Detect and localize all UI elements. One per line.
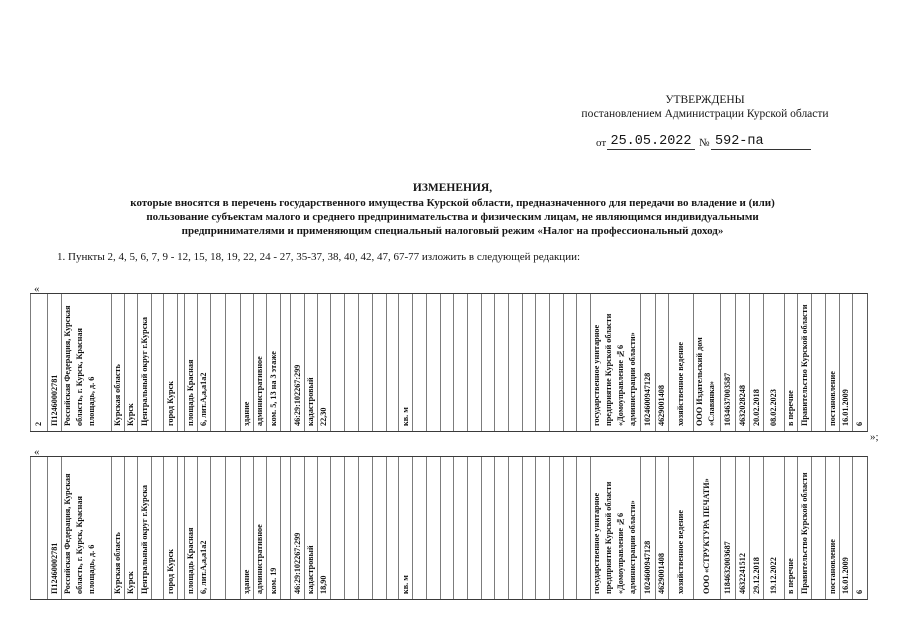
cell-text [400,294,412,431]
table-cell [749,294,763,431]
cell-line: 19.12.2022 [769,557,778,594]
table-cell [668,294,693,431]
cell-line: 6 [855,421,864,426]
table-cell [763,457,784,599]
table-cell [811,457,825,599]
table-cell [576,457,590,599]
open-quote: « [34,283,40,295]
cell-text [799,457,811,599]
table-cell [440,294,453,431]
table-cell [549,294,563,431]
cell-line: Курская область [113,364,122,426]
cell-line: 08.02.2023 [769,389,778,426]
cell-line: хозяйственное ведение [676,341,685,426]
table-cell [453,457,467,599]
cell-text [185,457,197,599]
cell-line: площадь Красная [186,527,195,594]
table-cell [124,457,137,599]
cell-line: здание [242,401,251,426]
cell-line: 46:29:102267:299 [292,364,302,426]
cell-text [737,457,749,599]
cell-line: 1024600947128 [643,372,652,426]
open-quote: « [34,446,40,458]
cell-text [49,294,61,431]
cell-line: площадь, д. 6 [87,544,96,594]
cell-text [254,457,266,599]
cell-line: Российская Федерация, Курская [63,305,72,426]
table-cell [535,457,549,599]
table-cell [137,294,151,431]
table-cell [386,294,398,431]
table-cell [177,457,184,599]
cell-line: административное [255,356,264,426]
table-cell [825,457,839,599]
table-cell [440,457,453,599]
table-cell [163,294,177,431]
cell-text [656,457,668,599]
table-cell [576,294,590,431]
table-cell [47,457,61,599]
cell-line: область, г. Курск, Красная [75,496,84,594]
cell-line: площадь, д. 6 [87,376,96,426]
cell-text [292,457,304,599]
table-cell [735,457,749,599]
cell-text [591,457,639,599]
cell-line: 16.01.2009 [841,557,850,594]
document-subtitle-line: пользование субъектам малого и среднего предпринимательства и физическим лицам, не являющимся индивидуальными [146,211,759,223]
cell-text [268,294,280,431]
cell-line: Курская область [113,532,122,594]
cell-line: 6 [855,589,864,594]
table-cell [467,457,481,599]
cell-line: 22,30 [319,407,328,426]
cell-text [241,294,253,431]
cell-line: кв. м [400,407,410,426]
cell-text [675,294,687,431]
cell-text [768,294,780,431]
table-cell [481,457,494,599]
cell-text [751,457,763,599]
cell-text [854,457,866,599]
cell-text [33,294,45,431]
cell-text [827,457,839,599]
cell-line: область, г. Курск, Красная [75,328,84,426]
table-cell [494,294,508,431]
cell-line: 2 [34,421,43,426]
cell-text [49,457,61,599]
table-cell [590,294,640,431]
property-table [30,456,868,600]
cell-text [254,294,266,431]
cell-line: 29.12.2018 [751,557,761,594]
cell-text [840,457,852,599]
cell-text [591,294,639,431]
cell-line: 46:29:102267:299 [292,532,302,594]
table-cell [735,294,749,431]
cell-line: 20.02.2018 [751,389,761,426]
approval-title: УТВЕРЖДЕНЫ [665,94,745,106]
cell-line: «Домоуправление №6 [616,512,625,594]
table-cell [693,294,720,431]
table-cell [426,457,440,599]
table-cell [668,457,693,599]
cell-line: ком. 19 [268,567,278,594]
cell-text [268,457,280,599]
cell-line: ком. 5, 13 на 3 этаже [268,351,278,426]
cell-line: город Курск [165,381,175,426]
table-cell [137,457,151,599]
table-cell [797,294,811,431]
cell-text [675,457,687,599]
table-cell [749,457,763,599]
table-cell [549,457,563,599]
cell-line: 18,90 [319,575,328,594]
cell-text [318,294,330,431]
table-cell [151,457,163,599]
cell-text [737,294,749,431]
cell-line: П12460002781 [49,374,59,426]
close-quote: »; [870,431,879,443]
cell-text [827,294,839,431]
table-cell [372,457,386,599]
cell-line: Центральный округ г.Курска [139,316,149,426]
table-cell [522,457,535,599]
resolution-date: 25.05.2022 [607,134,695,150]
table-cell [330,294,344,431]
table-cell [290,294,304,431]
cell-line: в перечне [786,558,795,594]
table-cell [30,294,47,431]
cell-text [768,457,780,599]
cell-text [125,457,137,599]
table-cell [47,294,61,431]
cell-line: постановление [827,371,837,426]
table-cell [655,294,668,431]
cell-line: ООО «СТРУКТУРА ПЕЧАТИ» [702,478,711,594]
table-cell [30,457,47,599]
cell-text [305,457,317,599]
cell-text [112,294,124,431]
table-cell [304,294,317,431]
cell-line: государственное унитарное [592,492,601,594]
table-cell [317,457,330,599]
cell-line: предприятие Курской области [604,481,613,594]
table-cell [797,457,811,599]
cell-line: «Домоуправление №6 [616,344,625,426]
cell-line: Курск [126,571,135,594]
cell-line: государственное унитарное [592,324,601,426]
approval-line: постановлением Администрации Курской области [581,108,829,120]
cell-line: постановление [827,539,837,594]
cell-line: площадь Красная [186,359,195,426]
cell-text [139,294,151,431]
table-cell [225,457,240,599]
cell-text [165,294,177,431]
document-title: ИЗМЕНЕНИЯ, [412,182,493,194]
table-cell [280,294,290,431]
table-cell [839,457,852,599]
cell-text [112,457,124,599]
cell-text [165,457,177,599]
table-cell [563,457,576,599]
table-cell [839,294,852,431]
cell-line: 16.01.2009 [841,389,850,426]
table-cell [720,294,735,431]
cell-line: 6, лит.А,а,а1а2 [199,540,208,594]
cell-text [241,457,253,599]
table-cell [386,457,398,599]
cell-text [198,457,210,599]
table-cell [210,457,225,599]
date-prefix: от [596,137,607,149]
table-cell [563,294,576,431]
cell-line: 6, лит.А,а,а1а2 [199,372,208,426]
cell-line: 4629001408 [657,385,666,426]
table-cell [852,457,867,599]
property-table [30,293,868,432]
table-cell [508,457,522,599]
table-cell [330,457,344,599]
cell-line: кадастровый [306,545,315,594]
table-cell [453,294,467,431]
table-cell [655,457,668,599]
cell-line: «Славянка» [707,381,716,426]
cell-text [785,294,797,431]
cell-text [722,294,734,431]
table-cell [481,294,494,431]
table-cell [358,457,372,599]
cell-text [701,457,713,599]
cell-line: Российская Федерация, Курская [63,473,72,594]
cell-text [854,294,866,431]
cell-line: 1184632003687 [723,541,732,594]
cell-text [840,294,852,431]
table-cell [111,457,124,599]
cell-line: Центральный округ г.Курска [139,484,149,594]
cell-text [185,294,197,431]
table-cell [720,457,735,599]
table-cell [426,294,440,431]
table-cell [266,457,280,599]
cell-text [62,457,98,599]
table-cell [266,294,280,431]
number-sign: № [699,137,710,149]
paragraph-1: 1. Пункты 2, 4, 5, 6, 7, 9 - 12, 15, 18, 19, 22, 24 - 27, 35-37, 38, 40, 42, 47, 67-77 изложить в следующей редакции: [57,251,581,263]
cell-line: 1024600947128 [643,540,652,594]
cell-line: Правительство Курской области [799,472,809,594]
cell-line: ООО Издательский дом [695,337,704,426]
cell-line: хозяйственное ведение [676,509,685,594]
table-cell [304,457,317,599]
cell-text [62,294,98,431]
table-cell [111,294,124,431]
cell-line: город Курск [165,549,175,594]
table-cell [508,294,522,431]
cell-line: в перечне [786,390,795,426]
table-cell [467,294,481,431]
document-subtitle-line: предпринимателями и применяющим специальный налоговый режим «Налог на профессиональный доход» [181,225,724,237]
cell-line: здание [242,569,251,594]
table-cell [784,457,797,599]
cell-line: Курск [126,403,135,426]
cell-text [785,457,797,599]
cell-line: 4632028248 [737,385,747,426]
cell-line: предприятие Курской области [604,313,613,426]
cell-line: 4632241512 [737,553,747,594]
cell-text [642,457,654,599]
cell-text [722,457,734,599]
cell-line: администрации области» [628,332,637,426]
cell-line: кадастровый [306,377,315,426]
cell-line: административное [255,524,264,594]
cell-text [318,457,330,599]
cell-line: администрации области» [628,500,637,594]
table-cell [61,294,111,431]
cell-text [694,294,718,431]
table-cell [240,294,253,431]
table-cell [344,457,358,599]
table-cell [240,457,253,599]
table-cell [210,294,225,431]
table-cell [640,294,655,431]
table-cell [784,294,797,431]
cell-text [305,294,317,431]
table-cell [693,457,720,599]
cell-line: 4629001408 [657,553,666,594]
cell-line: П12460002781 [49,542,59,594]
table-cell [184,294,197,431]
table-cell [494,457,508,599]
cell-text [642,294,654,431]
table-cell [344,294,358,431]
document-subtitle-line: которые вносятся в перечень государственного имущества Курской области, предназначенного для передачи во владение и (или) [130,197,775,209]
table-cell [640,457,655,599]
cell-text [400,457,412,599]
table-cell [225,294,240,431]
table-cell [61,457,111,599]
cell-line: Правительство Курской области [799,304,809,426]
table-cell [398,294,412,431]
table-cell [535,294,549,431]
table-cell [852,294,867,431]
cell-text [125,294,137,431]
cell-text [139,457,151,599]
table-cell [253,294,266,431]
table-cell [811,294,825,431]
table-cell [124,294,137,431]
table-cell [177,294,184,431]
table-cell [197,294,210,431]
table-cell [253,457,266,599]
table-cell [763,294,784,431]
cell-line: кв. м [400,575,410,594]
table-cell [412,457,426,599]
cell-text [198,294,210,431]
table-cell [197,457,210,599]
cell-text [656,294,668,431]
table-cell [317,294,330,431]
cell-text [292,294,304,431]
cell-text [751,294,763,431]
resolution-number: 592-па [711,134,811,150]
table-cell [825,294,839,431]
cell-line: 1034637003587 [723,372,732,426]
table-cell [372,294,386,431]
cell-text [799,294,811,431]
table-cell [151,294,163,431]
table-cell [522,294,535,431]
table-cell [358,294,372,431]
table-cell [184,457,197,599]
approval-block [575,93,835,121]
table-cell [290,457,304,599]
table-cell [590,457,640,599]
table-cell [280,457,290,599]
table-cell [412,294,426,431]
table-cell [398,457,412,599]
table-cell [163,457,177,599]
